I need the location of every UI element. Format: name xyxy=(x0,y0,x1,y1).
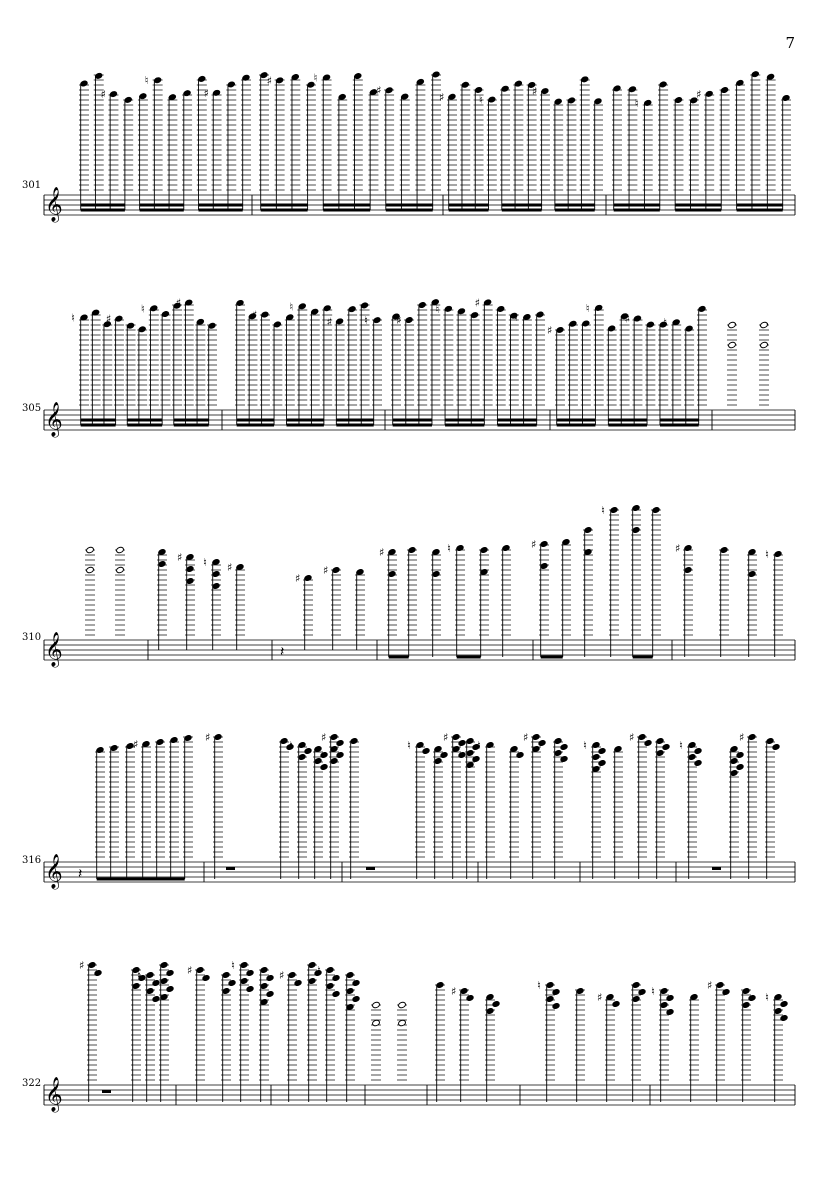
beam xyxy=(614,204,660,207)
beam xyxy=(557,419,596,422)
notehead xyxy=(736,763,745,770)
natural-icon: ♮ xyxy=(313,71,318,85)
sharp-icon: ♯ xyxy=(531,538,537,551)
sharp-icon: ♯ xyxy=(266,74,272,88)
notehead xyxy=(202,974,211,981)
sharp-icon: ♯ xyxy=(133,738,139,751)
natural-icon: ♮ xyxy=(585,301,590,315)
notehead xyxy=(398,1019,407,1026)
notehead xyxy=(780,1000,789,1007)
notehead xyxy=(560,755,569,762)
notehead xyxy=(86,566,95,573)
treble-clef-icon: 𝄞 xyxy=(45,187,63,222)
natural-icon: ♮ xyxy=(663,316,668,330)
beam xyxy=(323,209,370,212)
sharp-icon: ♯ xyxy=(379,546,385,559)
beam xyxy=(287,424,324,427)
whole-rest-icon xyxy=(366,867,375,870)
sharp-icon: ♯ xyxy=(79,959,85,972)
beam xyxy=(557,424,596,427)
notehead xyxy=(492,1000,501,1007)
beam xyxy=(174,424,209,427)
sharp-icon: ♯ xyxy=(629,731,635,744)
beam xyxy=(445,419,484,422)
natural-icon: ♮ xyxy=(231,959,235,972)
notehead xyxy=(598,759,607,766)
notehead xyxy=(166,969,175,976)
beam xyxy=(393,419,432,422)
beam xyxy=(737,204,783,207)
sharp-icon: ♯ xyxy=(177,551,183,564)
sharp-icon: ♯ xyxy=(451,985,457,998)
staff-system-3 xyxy=(44,504,795,668)
staff-system-5 xyxy=(44,959,795,1113)
natural-icon: ♮ xyxy=(765,548,769,561)
natural-icon: ♮ xyxy=(478,93,483,107)
treble-clef-icon: 𝄞 xyxy=(45,1077,63,1112)
notehead xyxy=(458,739,467,746)
sharp-icon: ♯ xyxy=(523,731,529,744)
natural-icon: ♮ xyxy=(477,739,481,752)
notehead xyxy=(612,1000,621,1007)
natural-icon: ♮ xyxy=(144,74,149,88)
beam xyxy=(737,209,783,212)
notehead xyxy=(372,1001,381,1008)
notehead xyxy=(722,988,731,995)
sharp-icon: ♯ xyxy=(251,308,258,322)
notehead xyxy=(86,546,95,553)
notehead xyxy=(458,751,467,758)
notehead xyxy=(294,979,303,986)
beam xyxy=(633,656,653,659)
notehead xyxy=(440,751,449,758)
beam xyxy=(336,419,373,422)
natural-icon: ♮ xyxy=(601,504,605,517)
whole-rest-icon xyxy=(226,867,235,870)
notehead xyxy=(372,1019,381,1026)
beam xyxy=(237,424,274,427)
sharp-icon: ♯ xyxy=(675,542,681,555)
notehead xyxy=(336,751,345,758)
beam xyxy=(81,204,125,207)
quarter-rest-icon: 𝄽 xyxy=(280,644,285,660)
notehead xyxy=(644,739,653,746)
sharp-icon: ♯ xyxy=(707,979,713,992)
notehead xyxy=(152,979,161,986)
beam xyxy=(457,656,481,659)
natural-icon: ♮ xyxy=(364,314,368,328)
notehead xyxy=(772,743,781,750)
natural-icon: ♮ xyxy=(71,311,75,325)
beam xyxy=(497,424,536,427)
measure-number-system-1: 301 xyxy=(22,180,42,191)
treble-clef-icon: 𝄞 xyxy=(45,854,63,889)
sharp-icon: ♯ xyxy=(547,323,553,337)
beam xyxy=(97,878,185,881)
sharp-icon: ♯ xyxy=(696,87,702,101)
notehead xyxy=(728,341,737,348)
notehead xyxy=(266,990,275,997)
notehead xyxy=(694,747,703,754)
measure-number-system-4: 316 xyxy=(22,855,42,866)
beam xyxy=(555,204,595,207)
beam xyxy=(675,209,721,212)
sharp-icon: ♯ xyxy=(203,86,209,100)
sharp-icon: ♯ xyxy=(100,88,106,102)
beam xyxy=(393,424,432,427)
beam xyxy=(675,204,721,207)
beam xyxy=(261,204,308,207)
notehead xyxy=(552,988,561,995)
notehead xyxy=(320,751,329,758)
beam xyxy=(174,419,209,422)
notehead xyxy=(94,969,103,976)
notehead xyxy=(152,995,161,1002)
notehead xyxy=(552,1002,561,1009)
natural-icon: ♮ xyxy=(289,739,293,752)
notehead xyxy=(266,974,275,981)
beam xyxy=(660,424,699,427)
beam xyxy=(287,419,324,422)
notehead xyxy=(694,759,703,766)
sharp-icon: ♯ xyxy=(531,85,538,99)
notehead xyxy=(320,763,329,770)
sharp-icon: ♯ xyxy=(439,90,445,104)
notehead xyxy=(662,743,671,750)
measure-number-system-5: 322 xyxy=(22,1078,42,1089)
natural-icon: ♮ xyxy=(679,739,683,752)
notehead xyxy=(398,1001,407,1008)
notehead xyxy=(332,990,341,997)
measure-number-system-2: 305 xyxy=(22,403,42,414)
notehead xyxy=(736,751,745,758)
sharp-icon: ♯ xyxy=(175,296,182,310)
treble-clef-icon: 𝄞 xyxy=(45,402,63,437)
sharp-icon: ♯ xyxy=(326,315,332,329)
whole-rest-icon xyxy=(712,867,721,870)
notehead xyxy=(166,985,175,992)
sharp-icon: ♯ xyxy=(624,312,630,326)
beam xyxy=(502,209,542,212)
sharp-icon: ♯ xyxy=(205,731,211,744)
beam xyxy=(336,424,373,427)
natural-icon: ♮ xyxy=(537,979,541,992)
natural-icon: ♮ xyxy=(203,556,207,569)
notehead xyxy=(116,566,125,573)
sharp-icon: ♯ xyxy=(187,964,193,977)
natural-icon: ♮ xyxy=(651,985,655,998)
beam xyxy=(541,656,563,659)
sharp-icon: ♯ xyxy=(474,296,480,310)
beam xyxy=(555,209,595,212)
natural-icon: ♮ xyxy=(435,302,440,316)
beam xyxy=(614,209,660,212)
quarter-rest-icon: 𝄽 xyxy=(78,866,83,882)
notehead xyxy=(352,979,361,986)
beam xyxy=(199,204,243,207)
notehead xyxy=(666,1008,675,1015)
natural-icon: ♮ xyxy=(137,969,141,982)
beam xyxy=(81,419,116,422)
notehead xyxy=(466,994,475,1001)
notehead xyxy=(304,747,313,754)
beam xyxy=(261,209,308,212)
notehead xyxy=(472,755,481,762)
natural-icon: ♮ xyxy=(634,96,639,110)
notehead xyxy=(598,747,607,754)
treble-clef-icon: 𝄞 xyxy=(45,632,63,667)
notehead xyxy=(246,969,255,976)
beam xyxy=(127,419,162,422)
staff-system-1 xyxy=(44,71,795,223)
beam xyxy=(389,656,409,659)
notehead xyxy=(748,994,757,1001)
measure-number-system-3: 310 xyxy=(22,632,42,643)
notehead xyxy=(638,988,647,995)
natural-icon: ♮ xyxy=(140,302,145,316)
sharp-icon: ♯ xyxy=(295,572,301,585)
natural-icon: ♮ xyxy=(447,542,451,555)
sharp-icon: ♯ xyxy=(443,731,449,744)
sharp-icon: ♯ xyxy=(105,312,112,326)
sharp-icon: ♯ xyxy=(739,731,745,744)
notehead xyxy=(422,747,431,754)
notehead xyxy=(516,751,525,758)
beam xyxy=(237,419,274,422)
natural-icon: ♮ xyxy=(317,964,321,977)
beam xyxy=(502,204,542,207)
page-number: 7 xyxy=(785,34,795,52)
beam xyxy=(386,209,433,212)
beam xyxy=(140,209,184,212)
natural-icon: ♮ xyxy=(513,311,518,325)
natural-icon: ♮ xyxy=(407,739,411,752)
notehead xyxy=(352,995,361,1002)
beam xyxy=(608,424,647,427)
notehead xyxy=(560,743,569,750)
sharp-icon: ♯ xyxy=(597,991,603,1004)
whole-rest-icon xyxy=(102,1090,111,1093)
notehead xyxy=(780,1014,789,1021)
beam xyxy=(445,424,484,427)
beam xyxy=(140,204,184,207)
sharp-icon: ♯ xyxy=(321,731,327,744)
beam xyxy=(660,419,699,422)
natural-icon: ♮ xyxy=(289,300,294,314)
natural-icon: ♮ xyxy=(583,739,587,752)
beam xyxy=(323,204,370,207)
beam xyxy=(449,209,489,212)
sharp-icon: ♯ xyxy=(396,314,402,328)
notehead xyxy=(246,985,255,992)
staff-system-2 xyxy=(44,296,795,438)
staff-system-4 xyxy=(44,731,795,890)
sharp-icon: ♯ xyxy=(227,561,233,574)
natural-icon: ♮ xyxy=(765,991,769,1004)
beam xyxy=(81,209,125,212)
notehead xyxy=(760,341,769,348)
sharp-icon: ♯ xyxy=(376,84,382,98)
beam xyxy=(81,424,116,427)
beam xyxy=(199,209,243,212)
notehead xyxy=(332,974,341,981)
notehead xyxy=(336,739,345,746)
notehead xyxy=(116,546,125,553)
sharp-icon: ♯ xyxy=(279,969,285,982)
sharp-icon: ♯ xyxy=(323,564,329,577)
beam xyxy=(127,424,162,427)
notehead xyxy=(538,739,547,746)
beam xyxy=(449,204,489,207)
beam xyxy=(386,204,433,207)
notehead xyxy=(666,994,675,1001)
notehead xyxy=(228,979,237,986)
beam xyxy=(608,419,647,422)
beam xyxy=(497,419,536,422)
